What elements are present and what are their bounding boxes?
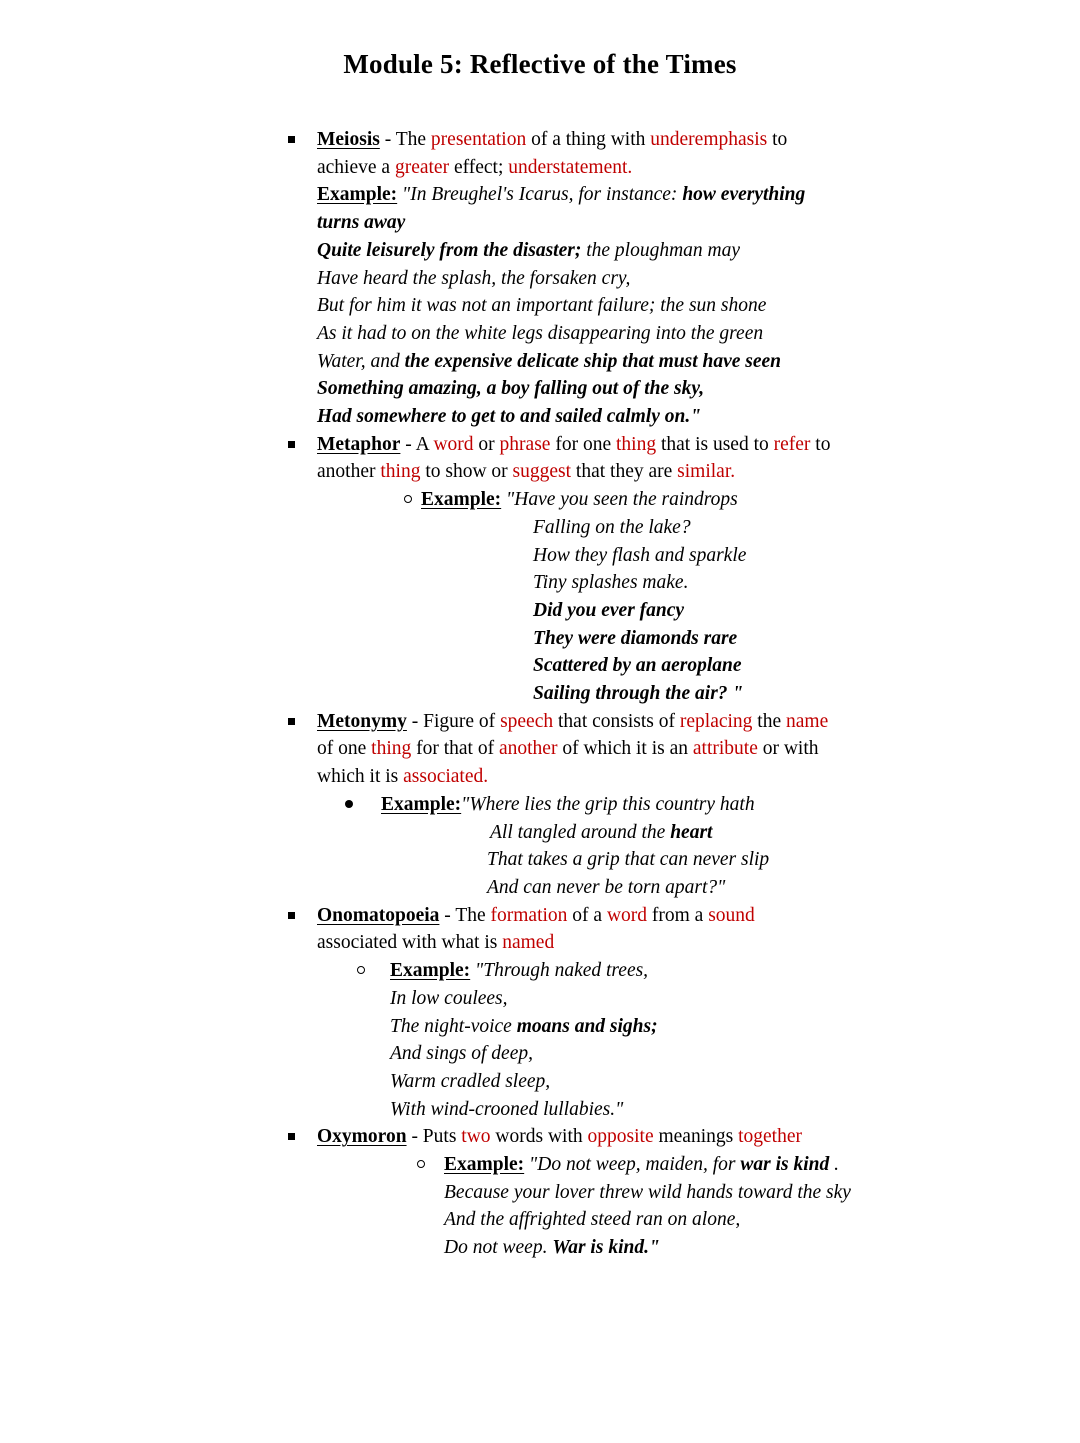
text-line: [0, 265, 1080, 293]
text-line: [0, 597, 1080, 625]
text-segment: war is kind: [740, 1154, 830, 1176]
text-line: [0, 375, 1080, 403]
text-segment: thing: [371, 738, 412, 760]
text-segment: Example:: [317, 184, 398, 206]
text-segment: Have heard the splash, the forsaken cry,: [317, 267, 631, 289]
text-segment: "In Breughel's Icarus, for instance:: [397, 184, 683, 206]
text-segment: Example:: [381, 793, 462, 815]
text-line: [0, 542, 1080, 570]
open-circle-bullet-icon: [404, 495, 412, 503]
text-segment: - Figure of: [406, 710, 501, 732]
text-line: [0, 1123, 1080, 1151]
text-segment: attribute: [692, 738, 758, 760]
text-segment: word: [433, 433, 474, 455]
text-segment: meanings: [653, 1126, 739, 1148]
text-segment: Water, and: [317, 350, 405, 372]
text-segment: But for him it was not an important failure; the sun shone: [317, 295, 767, 317]
text-line: [0, 985, 1080, 1013]
document-body: [0, 126, 1080, 1262]
text-line: [0, 846, 1080, 874]
text-segment: another: [317, 461, 381, 483]
text-segment: from a: [647, 904, 709, 926]
text-line: [0, 1151, 1080, 1179]
text-line: [0, 652, 1080, 680]
text-segment: speech: [500, 710, 554, 732]
text-segment: formation: [490, 904, 568, 926]
text-segment: underemphasis: [650, 129, 768, 150]
text-segment: .: [829, 1154, 839, 1176]
text-segment: effect;: [449, 156, 509, 178]
text-segment: of which it is an: [557, 738, 693, 760]
text-line: [0, 1013, 1080, 1041]
text-segment: replacing: [679, 710, 753, 732]
text-segment: - A: [400, 433, 434, 455]
text-segment: Quite leisurely from the disaster;: [317, 239, 582, 261]
text-segment: the: [752, 710, 786, 732]
text-segment: War is kind.": [552, 1237, 660, 1259]
square-bullet-icon: [288, 136, 295, 143]
text-line: [0, 1068, 1080, 1096]
square-bullet-icon: [288, 912, 295, 919]
text-segment: And can never be torn apart?": [487, 876, 726, 898]
text-line: [0, 902, 1080, 930]
text-segment: "Have you seen the raindrops: [501, 489, 738, 511]
text-line: [0, 154, 1080, 182]
text-line: [0, 791, 1080, 819]
text-segment: Example:: [421, 489, 502, 511]
text-segment: Meiosis: [317, 129, 380, 150]
text-segment: that consists of: [553, 710, 680, 732]
text-segment: associated with what is: [317, 932, 503, 954]
square-bullet-icon: [288, 718, 295, 725]
text-segment: name: [786, 710, 829, 732]
text-segment: together: [738, 1126, 802, 1148]
text-line: [0, 1179, 1080, 1207]
text-segment: thing: [615, 433, 657, 455]
text-line: [0, 1206, 1080, 1234]
text-line: [0, 292, 1080, 320]
text-segment: Because your lover threw wild hands toward the sky: [444, 1181, 851, 1203]
text-segment: Sailing through the air? ": [533, 683, 744, 705]
text-line: [0, 1040, 1080, 1068]
text-line: [0, 486, 1080, 514]
text-segment: phrase: [499, 433, 551, 455]
text-segment: They were diamonds rare: [533, 627, 738, 649]
text-segment: "Do not weep, maiden, for: [524, 1154, 741, 1176]
text-line: [0, 569, 1080, 597]
text-segment: greater: [394, 156, 450, 178]
text-segment: or with: [757, 738, 819, 760]
filled-circle-bullet-icon: [345, 800, 353, 808]
text-segment: Scattered by an aeroplane: [533, 655, 742, 677]
text-line: [0, 763, 1080, 791]
text-line: [0, 126, 1080, 154]
document-page: [0, 46, 1080, 1443]
text-segment: heart: [670, 821, 713, 843]
text-segment: Metaphor: [317, 433, 401, 455]
text-segment: for that of: [411, 738, 499, 760]
text-segment: - Puts: [406, 1126, 462, 1148]
text-segment: word: [606, 904, 648, 926]
text-segment: for one: [550, 433, 616, 455]
text-segment: sound: [708, 904, 755, 926]
text-segment: presentation: [430, 129, 527, 150]
text-segment: As it had to on the white legs disappearing into the green: [317, 322, 764, 344]
text-segment: the ploughman may: [581, 239, 741, 261]
text-segment: That takes a grip that can never slip: [487, 849, 770, 871]
text-segment: Metonymy: [317, 710, 407, 732]
text-line: [0, 458, 1080, 486]
text-line: [0, 735, 1080, 763]
text-line: [0, 209, 1080, 237]
text-segment: Example:: [444, 1154, 525, 1176]
text-segment: Did you ever fancy: [533, 599, 685, 621]
text-segment: which it is: [317, 766, 404, 788]
text-segment: named: [502, 932, 555, 954]
text-line: [0, 874, 1080, 902]
text-segment: two: [461, 1126, 491, 1148]
text-line: [0, 1234, 1080, 1262]
text-segment: that they are: [571, 461, 678, 483]
text-segment: the expensive delicate ship that must have seen: [404, 350, 782, 372]
text-segment: Warm cradled sleep,: [390, 1070, 551, 1092]
text-segment: moans and sighs;: [516, 1015, 658, 1037]
text-line: [0, 680, 1080, 708]
text-line: [0, 625, 1080, 653]
open-circle-bullet-icon: [357, 966, 365, 974]
text-segment: "Through naked trees,: [470, 960, 649, 982]
text-segment: All tangled around the: [490, 821, 671, 843]
text-line: [0, 1096, 1080, 1124]
text-segment: "Where lies the grip this country hath: [461, 793, 755, 815]
square-bullet-icon: [288, 1133, 295, 1140]
text-segment: And the affrighted steed ran on alone,: [444, 1209, 741, 1231]
text-segment: Oxymoron: [317, 1126, 407, 1148]
text-segment: refer: [773, 433, 811, 455]
text-line: [0, 237, 1080, 265]
text-segment: words with: [490, 1126, 588, 1148]
text-line: [0, 708, 1080, 736]
text-line: [0, 514, 1080, 542]
text-segment: Had somewhere to get to and sailed calmly on.": [317, 406, 702, 428]
text-segment: The night-voice: [390, 1015, 517, 1037]
text-segment: understatement.: [508, 156, 633, 178]
text-segment: to show or: [420, 461, 513, 483]
square-bullet-icon: [288, 441, 295, 448]
text-segment: or: [473, 433, 500, 455]
text-segment: achieve a: [317, 156, 395, 178]
text-segment: to: [810, 433, 831, 455]
text-segment: With wind-crooned lullabies.": [390, 1098, 624, 1120]
text-segment: Tiny splashes make.: [533, 572, 689, 594]
text-segment: that is used to: [656, 433, 774, 455]
text-segment: of a: [567, 904, 607, 926]
text-segment: Falling on the lake?: [533, 516, 691, 538]
text-segment: opposite: [587, 1126, 654, 1148]
text-segment: turns away: [317, 212, 406, 234]
text-line: [0, 348, 1080, 376]
text-segment: to: [767, 129, 788, 150]
text-line: [0, 819, 1080, 847]
text-line: [0, 957, 1080, 985]
text-segment: associated.: [403, 766, 489, 788]
text-segment: In low coulees,: [390, 987, 508, 1009]
text-segment: How they flash and sparkle: [533, 544, 747, 566]
text-segment: - The: [439, 904, 491, 926]
text-segment: of a thing with: [526, 129, 651, 150]
text-segment: thing: [380, 461, 421, 483]
text-segment: Something amazing, a boy falling out of the sky,: [317, 378, 705, 400]
text-segment: how everything: [682, 184, 806, 206]
text-segment: similar.: [677, 461, 736, 483]
text-line: [0, 431, 1080, 459]
text-segment: - The: [379, 129, 431, 150]
text-line: [0, 929, 1080, 957]
text-segment: Onomatopoeia: [317, 904, 440, 926]
text-line: [0, 320, 1080, 348]
page-title: Module 5: Reflective of the Times: [343, 49, 737, 79]
text-segment: And sings of deep,: [390, 1043, 533, 1065]
text-segment: another: [498, 738, 558, 760]
text-segment: suggest: [512, 461, 572, 483]
text-line: [0, 181, 1080, 209]
text-segment: Do not weep.: [444, 1237, 553, 1259]
text-segment: of one: [317, 738, 372, 760]
text-line: [0, 403, 1080, 431]
open-circle-bullet-icon: [417, 1160, 425, 1168]
text-segment: Example:: [390, 960, 471, 982]
